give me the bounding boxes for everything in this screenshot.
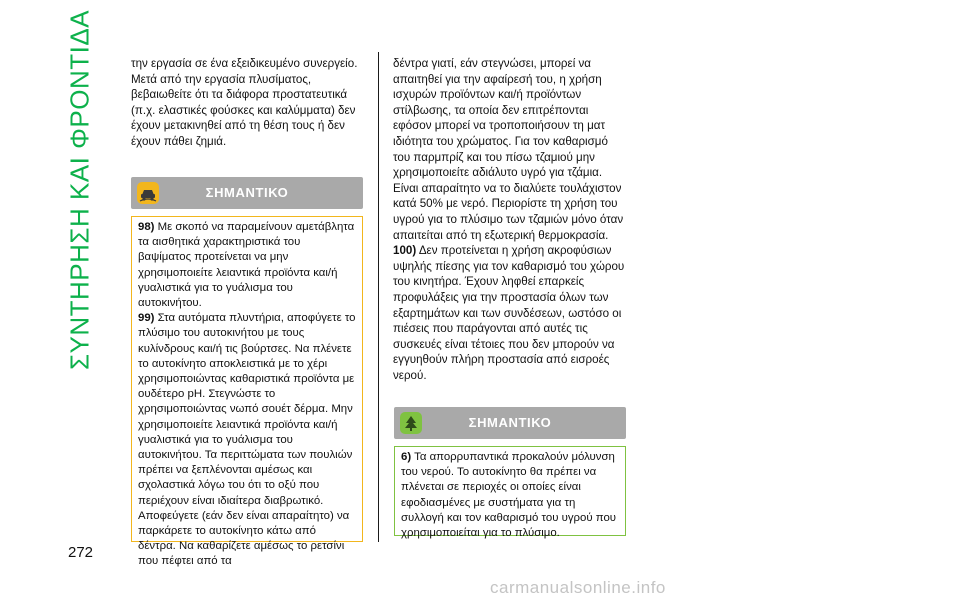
column-divider [378,52,379,542]
item-number: 98) [138,221,155,233]
notice-banner-important-environment [394,407,626,439]
notice-content-box [131,216,363,568]
notice-content-box-environment [394,446,626,540]
item-number: 99) [138,312,155,325]
notice-banner-important [131,177,363,209]
watermark-text: carmanualsonline.info [490,578,666,597]
notice-item [401,450,619,541]
item-text: Με σκοπό να παραμείνουν αμετάβλητα τα αισθητικά χαρακτηριστικά του βαψίματος προτείνεται να μην χρησιμοποιείτε λειαντικά προϊόντα και/ή γυαλιστικά για το γυάλισμα του αυτοκινήτου. [138,221,355,310]
right-paragraph-numbered [393,243,625,383]
notice-item [138,311,356,569]
notice-label: ΣΗΜΑΝΤΙΚΟ [205,185,289,200]
left-intro-paragraph: την εργασία σε ένα εξειδικευμένο συνεργείο. Μετά από την εργασία πλυσίματος, βεβαιωθείτε ότι τα διάφορα προστατευτικά (π.χ. ελαστικές φούσκες και καλύμματα) δεν έχουν μετακινηθεί από τη θέση τους ή δεν έχουν πάθει ζημιά. [131,57,358,148]
right-paragraph: δέντρα γιατί, εάν στεγνώσει, μπορεί να απαιτηθεί για την αφαίρεσή του, η χρήση ισχυρών προϊόντων και/ή προϊόντων στίλβωσης, τα οποία δεν επιτρέπονται εφόσον μπορεί να τροποποιήσουν τη ματ ιδιότητα του χρώματος. Για τον καθαρισμό του παρμπρίζ και του πίσω τζαμιού μην χρησιμοποιείτε αδιάλυτο υγρό για τζάμια. Είναι απαραίτητο να το διαλύετε τουλάχιστον κατά 50% με νερό. Περιορίστε τη χρήση του υγρού για το πλύσιμο των τζαμιών μόνο όταν απαιτείται από τη εξωτερική θερμοκρασία. [393,57,624,242]
item-text: Δεν προτείνεται η χρήση ακροφύσιων υψηλής πίεσης για τον καθαρισμό του χώρου του κινητήρα. Έχουν ληφθεί επαρκείς προφυλάξεις για την προστασία όλων των εξαρτημάτων και των συνδέσεων, ωστόσο οι πιέσεις που παράγονται από αυτές τις συσκευές είναι τέτοιες που δεν μπορούν να εγγυηθούν πλήρη προστασία από εισροές νερού. [393,244,625,382]
section-title-vertical [58,9,102,371]
page-number: 272 [68,544,94,561]
left-column [131,56,366,150]
item-number: 100) [393,244,417,258]
notice-label: ΣΗΜΑΝΤΙΚΟ [468,415,552,430]
right-column [393,56,625,383]
item-text: Στα αυτόματα πλυντήρια, αποφύγετε το πλύσιμο του αυτοκινήτου με τους κυλίνδρους και/ή τις βούρτσες. Να πλένετε το αυτοκίνητο αποκλειστικά με το χέρι χρησιμοποιώντας καθαριστικά προϊόντα με ουδέτερο pH. Στεγνώστε το χρησιμοποιώντας νωπό σουέτ δέρμα. Μην χρησιμοποιείτε λειαντικά προϊόντα και/ή γυαλιστικά για το γυάλισμα του αυτοκινήτου. Τα περιττώματα των πουλιών πρέπει να ξεπλένονται αμέσως και σχολαστικά λόγω του ότι το οξύ που περιέχουν είναι ιδιαίτερα διαβρωτικό. Αποφεύγετε (εάν δεν είναι απαραίτητο) να παρκάρετε το αυτοκίνητο κάτω από δέντρα. Να καθαρίζετε αμέσως το ρετσίνι που πέφτει από τα [138,312,356,568]
notice-item [138,220,356,311]
item-text: Τα απορρυπαντικά προκαλούν μόλυνση του νερού. Το αυτοκίνητο θα πρέπει να πλένεται σε περιοχές οι οποίες είναι εφοδιασμένες με συστήματα για τη συλλογή και τον καθαρισμό του υγρού που χρησιμοποιείται για το πλύσιμο. [401,451,617,540]
item-number: 6) [401,451,412,463]
section-title: ΣΥΝΤΗΡΗΣΗ ΚΑΙ ΦΡΟΝΤΙΔΑ [64,9,95,371]
